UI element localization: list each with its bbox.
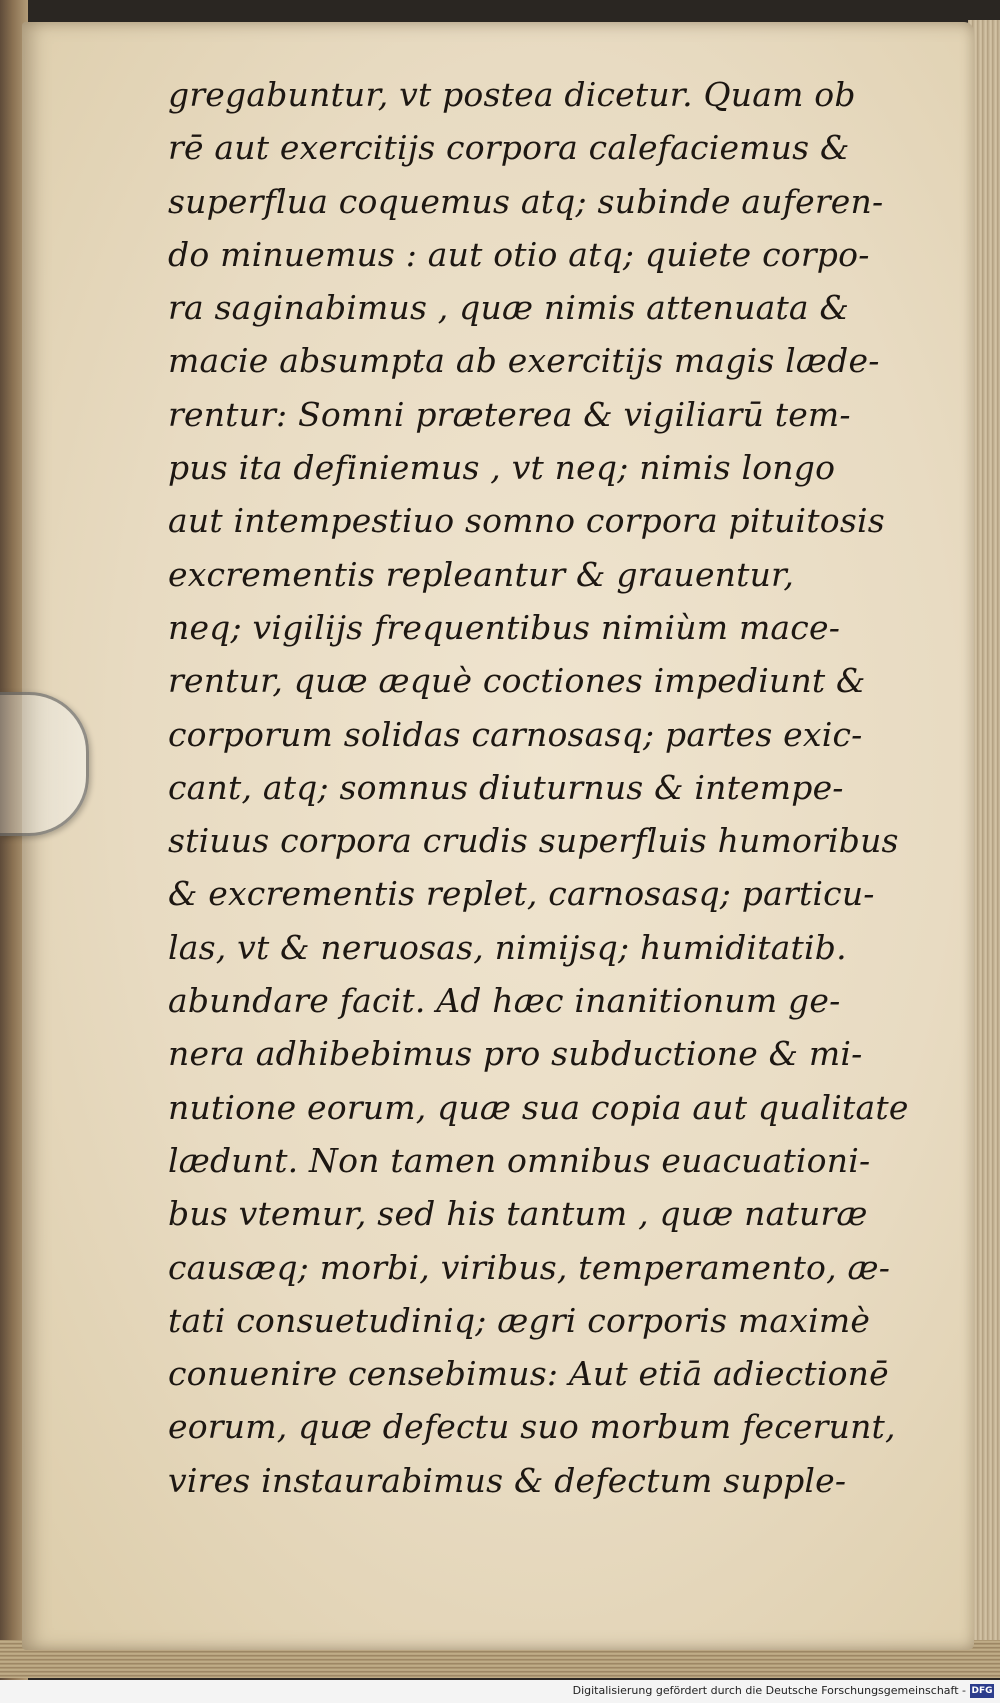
text-line: tati consuetudiniq; ægri corporis maximè bbox=[168, 1300, 871, 1340]
page-text bbox=[168, 68, 916, 1507]
text-line: vires instaurabimus & defectum supple- bbox=[168, 1460, 847, 1500]
text-line: conuenire censebimus: Aut etiā adiectionē bbox=[168, 1354, 889, 1394]
funding-note: Digitalisierung gefördert durch die Deutsche Forschungsgemeinschaft - bbox=[572, 1684, 966, 1697]
text-line: excrementis repleantur & grauentur, bbox=[168, 554, 795, 594]
text-line: do minuemus : aut otio atq; quiete corpo- bbox=[168, 234, 870, 274]
text-line: gregabuntur, vt postea dicetur. Quam ob bbox=[168, 75, 856, 114]
text-line: aut intempestiuo somno corpora pituitosis bbox=[168, 501, 885, 541]
text-line: cant, atq; somnus diuturnus & intempe- bbox=[168, 767, 844, 807]
text-line: rentur: Somni præterea & vigiliarū tem- bbox=[168, 394, 851, 434]
text-line: corporum solidas carnosasq; partes exic- bbox=[168, 714, 863, 754]
text-line: causæq; morbi, viribus, temperamento, æ- bbox=[168, 1247, 891, 1287]
text-line: las, vt & neruosas, nimijsq; humiditatib. bbox=[168, 927, 847, 967]
text-line: rentur, quæ æquè coctiones impediunt & bbox=[168, 661, 866, 701]
text-line: stiuus corpora crudis superfluis humoribus bbox=[168, 821, 899, 861]
text-line: nutione eorum, quæ sua copia aut qualitate bbox=[168, 1087, 909, 1127]
text-line: pus ita definiemus , vt neq; nimis longo bbox=[168, 448, 836, 488]
text-line: neq; vigilijs frequentibus nimiùm mace- bbox=[168, 607, 841, 647]
dfg-logo: DFG bbox=[971, 1686, 993, 1696]
text-line: abundare facit. Ad hæc inanitionum ge- bbox=[168, 981, 841, 1021]
text-line: superflua coquemus atq; subinde auferen- bbox=[168, 181, 884, 221]
text-line: nera adhibebimus pro subductione & mi- bbox=[168, 1034, 863, 1074]
text-line: lædunt. Non tamen omnibus euacuationi- bbox=[168, 1140, 871, 1180]
text-line: & excrementis replet, carnosasq; particu- bbox=[168, 874, 875, 914]
text-line: macie absumpta ab exercitijs magis læde- bbox=[168, 341, 880, 381]
digitization-footer bbox=[0, 1680, 1000, 1703]
text-line: ra saginabimus , quæ nimis attenuata & bbox=[168, 288, 850, 328]
text-line: eorum, quæ defectu suo morbum fecerunt, bbox=[168, 1407, 896, 1447]
text-line: rē aut exercitijs corpora calefaciemus & bbox=[168, 128, 850, 168]
text-line: bus vtemur, sed his tantum , quæ naturæ bbox=[168, 1194, 868, 1234]
